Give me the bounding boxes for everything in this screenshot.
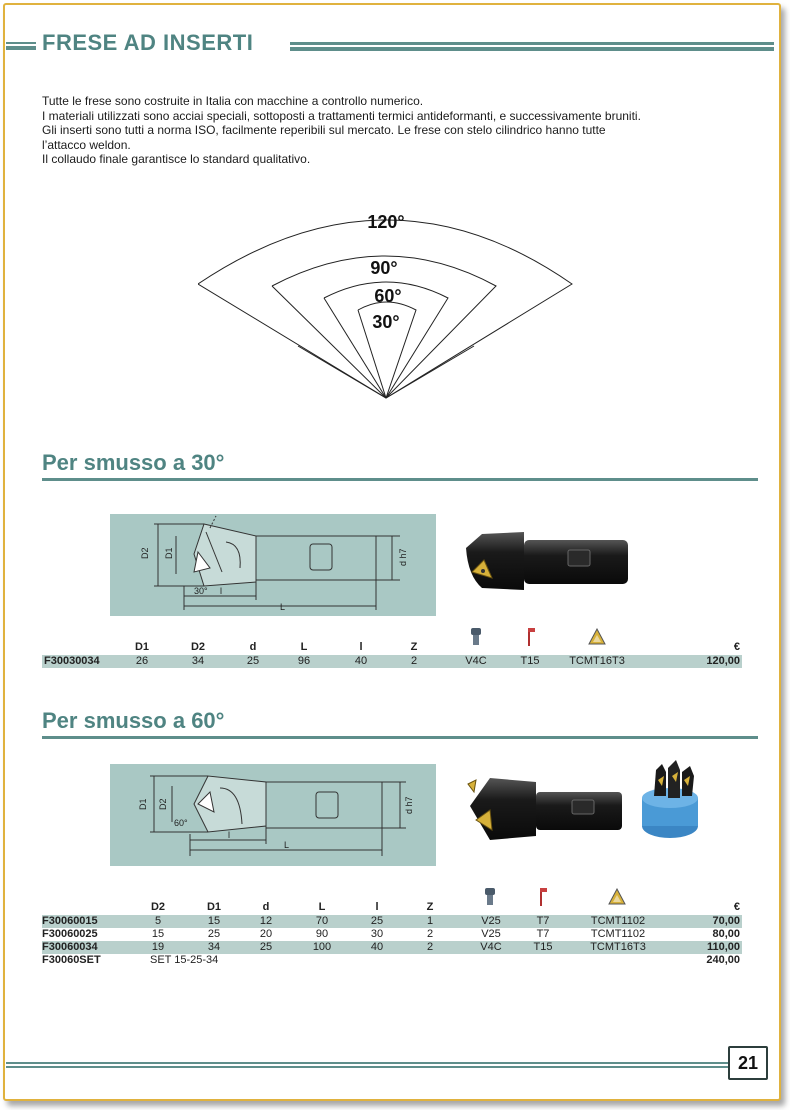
screw-icon	[484, 888, 496, 911]
section-30-title: Per smusso a 30°	[42, 450, 225, 475]
angle-90-label: 90°	[370, 258, 398, 278]
section-30-drawing	[110, 514, 436, 616]
cell: 40	[354, 655, 368, 667]
cutter-60-photo	[462, 770, 626, 846]
dim-d1: D1	[138, 798, 148, 810]
insert-icon	[608, 888, 626, 911]
intro-line: l’attacco weldon.	[42, 137, 131, 152]
col-header: d	[249, 641, 257, 653]
dim-l-small: l	[228, 830, 230, 840]
col-header: Z	[410, 641, 418, 653]
table-row	[42, 941, 742, 954]
screw-icon	[470, 628, 482, 651]
dim-dh7: d h7	[398, 548, 408, 566]
col-header: D2	[150, 901, 166, 913]
cell: 2	[426, 941, 434, 953]
cell-screw: V25	[481, 928, 501, 940]
dim-l-small: l	[220, 586, 222, 596]
cell-insert: TCMT16T3	[569, 655, 625, 667]
cell-insert: TCMT1102	[590, 915, 646, 927]
table-header-row	[42, 900, 742, 915]
col-header: l	[375, 901, 379, 913]
col-header: Z	[426, 901, 434, 913]
col-header: D2	[190, 641, 206, 653]
section-60-rule	[42, 736, 758, 739]
dim-d1: D1	[164, 547, 174, 559]
section-60-drawing	[110, 764, 436, 866]
cell-screw: V25	[481, 915, 501, 927]
cell: 96	[297, 655, 311, 667]
dim-l-big: L	[280, 602, 286, 612]
intro-line: Gli inserti sono tutti a norma ISO, facilmente reperibili sul mercato. Le frese con stelo cilindrico hanno tutte	[42, 123, 606, 137]
dim-angle: 30°	[194, 586, 208, 596]
key-icon	[538, 888, 548, 911]
product-code: F30060034	[42, 941, 98, 953]
page-number: 21	[728, 1046, 768, 1080]
table-header-row	[42, 640, 742, 655]
angle-60-label: 60°	[374, 286, 402, 306]
cell: 30	[370, 928, 384, 940]
product-code: F30030034	[44, 655, 100, 667]
col-header: L	[300, 641, 308, 653]
currency-header: €	[733, 901, 740, 913]
intro-line: Tutte le frese sono costruite in Italia con macchine a controllo numerico.	[42, 94, 424, 108]
angle-120-label: 120°	[367, 212, 405, 232]
cell: 90	[315, 928, 329, 940]
cell: 19	[151, 941, 165, 953]
col-header: l	[359, 641, 363, 653]
cell-price: 110,00	[706, 941, 740, 953]
cell-screw: V4C	[480, 941, 502, 953]
section-60-table	[42, 900, 742, 967]
cell: 2	[410, 655, 418, 667]
cutter-30-photo	[462, 524, 632, 598]
cell: 26	[135, 655, 149, 667]
cell: 12	[259, 915, 273, 927]
cell: 1	[426, 915, 434, 927]
cell: 2	[426, 928, 434, 940]
footer-rule	[6, 1062, 728, 1064]
cell-screw: V4C	[465, 655, 487, 667]
cell-key: T15	[533, 941, 553, 953]
set-box-photo	[636, 756, 706, 844]
cell: 100	[312, 941, 332, 953]
cell: 70	[315, 915, 329, 927]
col-header: D1	[134, 641, 150, 653]
fan-120-sector	[198, 220, 572, 398]
product-code: F30060025	[42, 928, 98, 940]
cell-insert: TCMT16T3	[590, 941, 646, 953]
cell-insert: TCMT1102	[590, 928, 646, 940]
footer-rule	[6, 1066, 728, 1068]
set-description: SET 15-25-34	[150, 954, 219, 966]
table-row	[42, 915, 742, 928]
cell: 34	[191, 655, 205, 667]
header-bar-right-stripe	[290, 45, 774, 47]
cell-price: 80,00	[712, 928, 740, 940]
product-code: F30060015	[42, 915, 98, 927]
product-code: F30060SET	[42, 954, 101, 966]
cell: 25	[259, 941, 273, 953]
section-30-rule	[42, 478, 758, 481]
cell: 25	[246, 655, 260, 667]
cell-key: T7	[536, 928, 550, 940]
cell: 15	[151, 928, 165, 940]
col-header: D1	[206, 901, 222, 913]
page-title: FRESE AD INSERTI	[42, 30, 254, 55]
cell-price: 120,00	[706, 655, 740, 667]
section-60-title: Per smusso a 60°	[42, 708, 225, 733]
section-30-table	[42, 640, 742, 668]
intro-line: Il collaudo finale garantisce lo standard qualitativo.	[42, 152, 311, 166]
table-row	[42, 655, 742, 668]
key-icon	[526, 628, 536, 651]
cell: 25	[370, 915, 384, 927]
intro-line: I materiali utilizzati sono acciai speciali, sottoposti a trattamenti termici antideformanti, e successivamente bruniti.	[42, 108, 641, 123]
cell: 40	[370, 941, 384, 953]
intro-text	[42, 94, 742, 167]
cell-key: T7	[536, 915, 550, 927]
dim-dh7: d h7	[404, 796, 414, 814]
angle-30-label: 30°	[372, 312, 400, 332]
dim-d2: D2	[158, 798, 168, 810]
dim-d2: D2	[140, 547, 150, 559]
angle-fan-diagram	[198, 186, 578, 402]
currency-header: €	[733, 641, 740, 653]
col-header: L	[318, 901, 326, 913]
cell: 25	[207, 928, 221, 940]
dim-angle: 60°	[174, 818, 188, 828]
cell-price: 70,00	[712, 915, 740, 927]
cell-key: T15	[520, 655, 540, 667]
cell: 15	[207, 915, 221, 927]
cell: 5	[154, 915, 162, 927]
col-header: d	[262, 901, 270, 913]
cell: 20	[259, 928, 273, 940]
header-bar-left-stripe	[6, 44, 36, 46]
table-row	[42, 928, 742, 941]
dim-l-big: L	[284, 840, 290, 850]
cell: 34	[207, 941, 221, 953]
table-row-set	[42, 954, 742, 967]
cell-price: 240,00	[706, 954, 740, 966]
insert-icon	[588, 628, 606, 651]
